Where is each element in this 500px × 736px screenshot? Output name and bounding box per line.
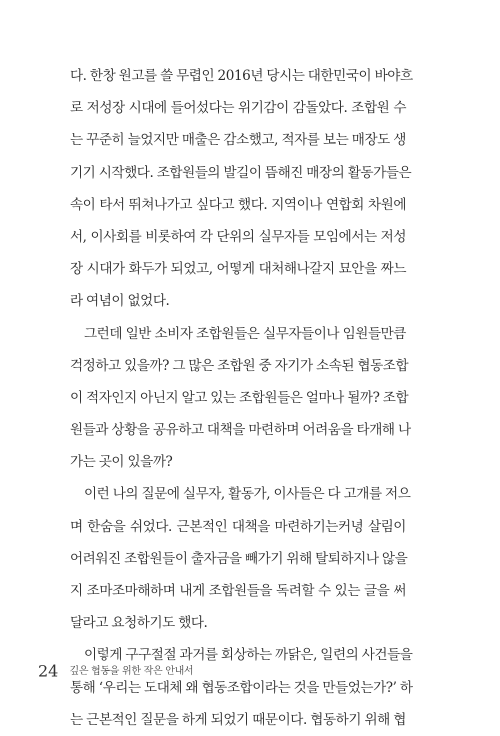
text-line: 이 적자인지 아닌지 알고 있는 조합원들은 얼마나 될까? 조합 <box>70 389 409 406</box>
text-line: 는 근본적인 질문을 하게 되었기 때문이다. 협동하기 위해 협 <box>70 711 406 728</box>
text-line: 는 꾸준히 늘었지만 매출은 감소했고, 적자를 보는 매장도 생 <box>70 132 406 149</box>
text-line: 로 저성장 시대에 들어섰다는 위기감이 감돌았다. 조합원 수 <box>70 100 406 117</box>
text-line: 그런데 일반 소비자 조합원들은 실무자들이나 임원들만큼 <box>84 325 406 342</box>
paragraph <box>70 318 411 479</box>
text-line: 어려워진 조합원들이 출자금을 빼가기 위해 탈퇴하지나 않을 <box>70 550 408 567</box>
text-line: 통해 ‘우리는 도대체 왜 협동조합이라는 것을 만들었는가?’ 하 <box>70 679 413 696</box>
text-line: 가는 곳이 있을까? <box>70 454 173 471</box>
text-line: 서, 이사회를 비롯하여 각 단위의 실무자들 모임에서는 저성 <box>70 228 406 245</box>
text-line: 걱정하고 있을까? 그 많은 조합원 중 자기가 소속된 협동조합 <box>70 357 409 374</box>
text-line: 이런 나의 질문에 실무자, 활동가, 이사들은 다 고개를 저으 <box>84 486 411 503</box>
text-line: 속이 타서 뛰쳐나가고 싶다고 했다. 지역이나 연합회 차원에 <box>70 196 406 213</box>
text-line: 원들과 상황을 공유하고 대책을 마련하며 어려움을 타개해 나 <box>70 422 411 439</box>
page-footer <box>38 661 193 681</box>
text-line: 달라고 요청하기도 했다. <box>70 615 208 632</box>
text-line: 며 한숨을 쉬었다. 근본적인 대책을 마련하기는커녕 살림이 <box>70 518 406 535</box>
text-line: 다. 한창 원고를 쓸 무렵인 2016년 당시는 대한민국이 바야흐 <box>70 68 413 84</box>
page-number: 24 <box>38 661 59 681</box>
text-line: 라 여념이 없었다. <box>70 293 170 310</box>
text-line: 장 시대가 화두가 되었고, 어떻게 대처해나갈지 묘안을 짜느 <box>70 261 406 278</box>
text-line: 기기 시작했다. 조합원들의 발길이 뜸해진 매장의 활동가들은 <box>70 164 412 181</box>
body-text <box>70 60 413 736</box>
paragraph <box>70 639 413 736</box>
paragraph <box>70 478 411 639</box>
text-line: 지 조마조마해하며 내게 조합원들을 독려할 수 있는 글을 써 <box>70 583 406 599</box>
text-line: 이렇게 구구절절 과거를 회상하는 까닭은, 일련의 사건들을 <box>84 647 413 664</box>
paragraph <box>70 60 413 318</box>
running-title: 깊은 협동을 위한 작은 안내서 <box>69 665 194 677</box>
